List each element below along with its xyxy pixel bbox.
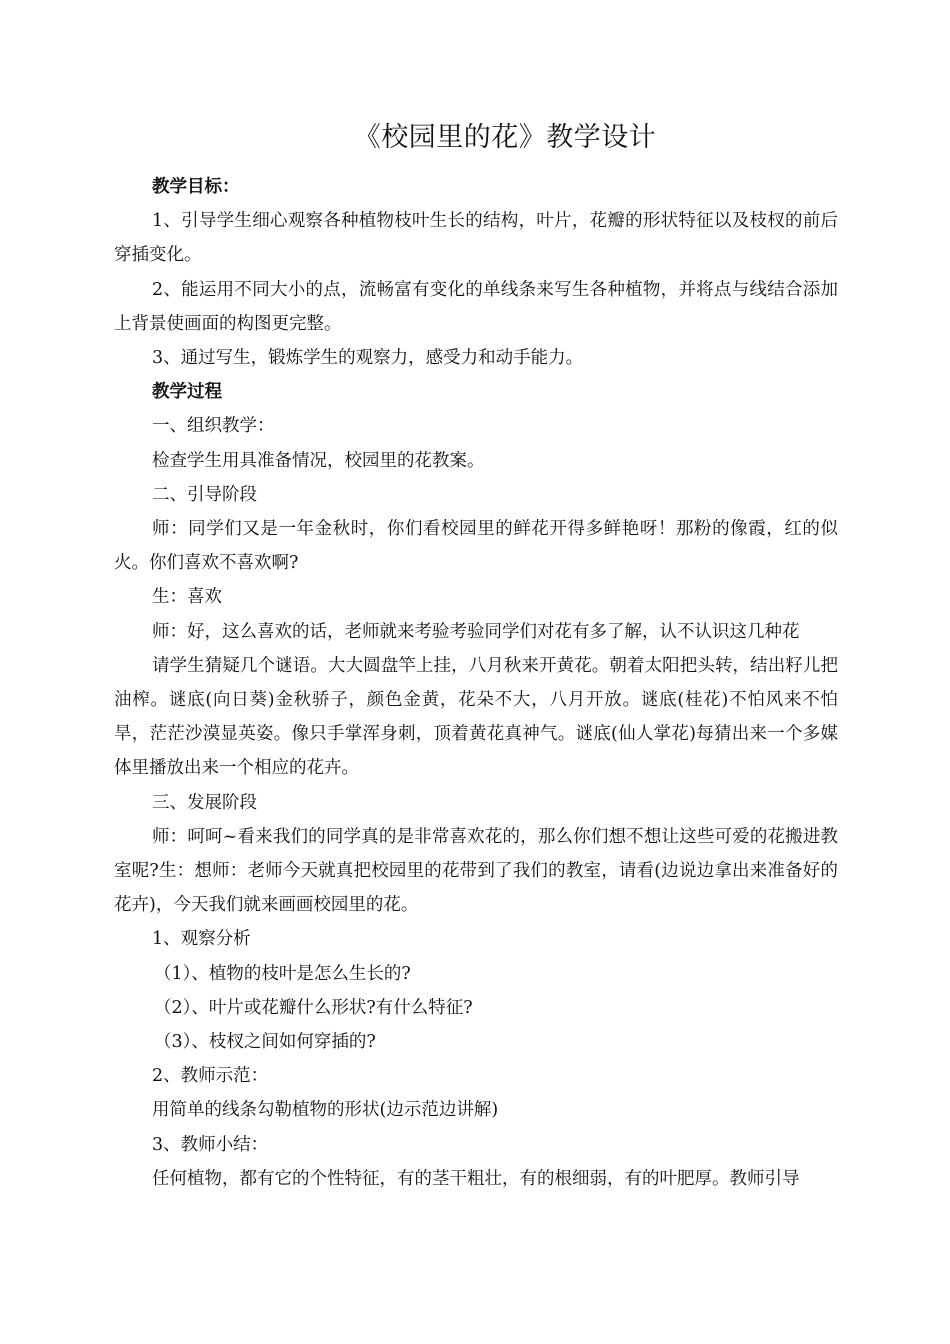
paragraph: 1、引导学生细心观察各种植物枝叶生长的结构，叶片，花瓣的形状特征以及枝杈的前后穿插变化。 [114,211,838,266]
section-heading-objectives: 教学目标： [152,177,240,197]
paragraph: （3）、枝杈之间如何穿插的? [154,1032,376,1053]
paragraph: 用简单的线条勾勒植物的形状(边示范边讲解) [152,1100,499,1121]
paragraph: 三、发展阶段 [152,792,257,813]
paragraph: 检查学生用具准备情况，校园里的花教案。 [152,450,485,471]
section-heading-process: 教学过程 [152,382,222,403]
paragraph: 3、通过写生，锻炼学生的观察力，感受力和动手能力。 [152,348,584,369]
paragraph: 师：呵呵~看来我们的同学真的是非常喜欢花的，那么你们想不想让这些可爱的花搬进教室呢?生：想师：老师今天就真把校园里的花带到了我们的教室，请看(边说边拿出来准备好的花卉)，今天我们就来画画校园里的花。 [114,826,838,916]
document-body [114,170,838,1196]
paragraph: 请学生猜疑几个谜语。大大圆盘竿上挂，八月秋来开黄花。朝着太阳把头转，结出籽儿把油榨。谜底(向日葵)金秋骄子，颜色金黄，花朵不大，八月开放。谜底(桂花)不怕风来不怕旱，茫茫沙漠显英姿。像只手掌浑身刺，顶着黄花真神气。谜底(仙人掌花)每猜出来一个多媒体里播放出来一个相应的花卉。 [114,655,838,779]
paragraph: 师：同学们又是一年金秋时，你们看校园里的鲜花开得多鲜艳呀！那粉的像霞，红的似火。你们喜欢不喜欢啊? [114,519,838,574]
paragraph: （2）、叶片或花瓣什么形状?有什么特征? [154,997,473,1018]
paragraph: 2、能运用不同大小的点，流畅富有变化的单线条来写生各种植物，并将点与线结合添加上背景使画面的构图更完整。 [114,279,838,334]
paragraph: 任何植物，都有它的个性特征，有的茎干粗壮，有的根细弱，有的叶肥厚。教师引导 [152,1168,800,1189]
paragraph: 2、教师示范： [152,1066,269,1087]
paragraph: 1、观察分析 [152,929,251,950]
paragraph: 3、教师小结： [152,1134,269,1155]
paragraph: 生：喜欢 [152,587,222,608]
paragraph: 二、引导阶段 [152,484,257,505]
document-title: 《校园里的花》教学设计 [353,122,657,153]
paragraph: 师：好，这么喜欢的话，老师就来考验考验同学们对花有多了解，认不认识这几种花 [152,621,800,642]
paragraph: （1）、植物的枝叶是怎么生长的? [154,963,411,984]
paragraph: 一、组织教学： [152,416,275,437]
